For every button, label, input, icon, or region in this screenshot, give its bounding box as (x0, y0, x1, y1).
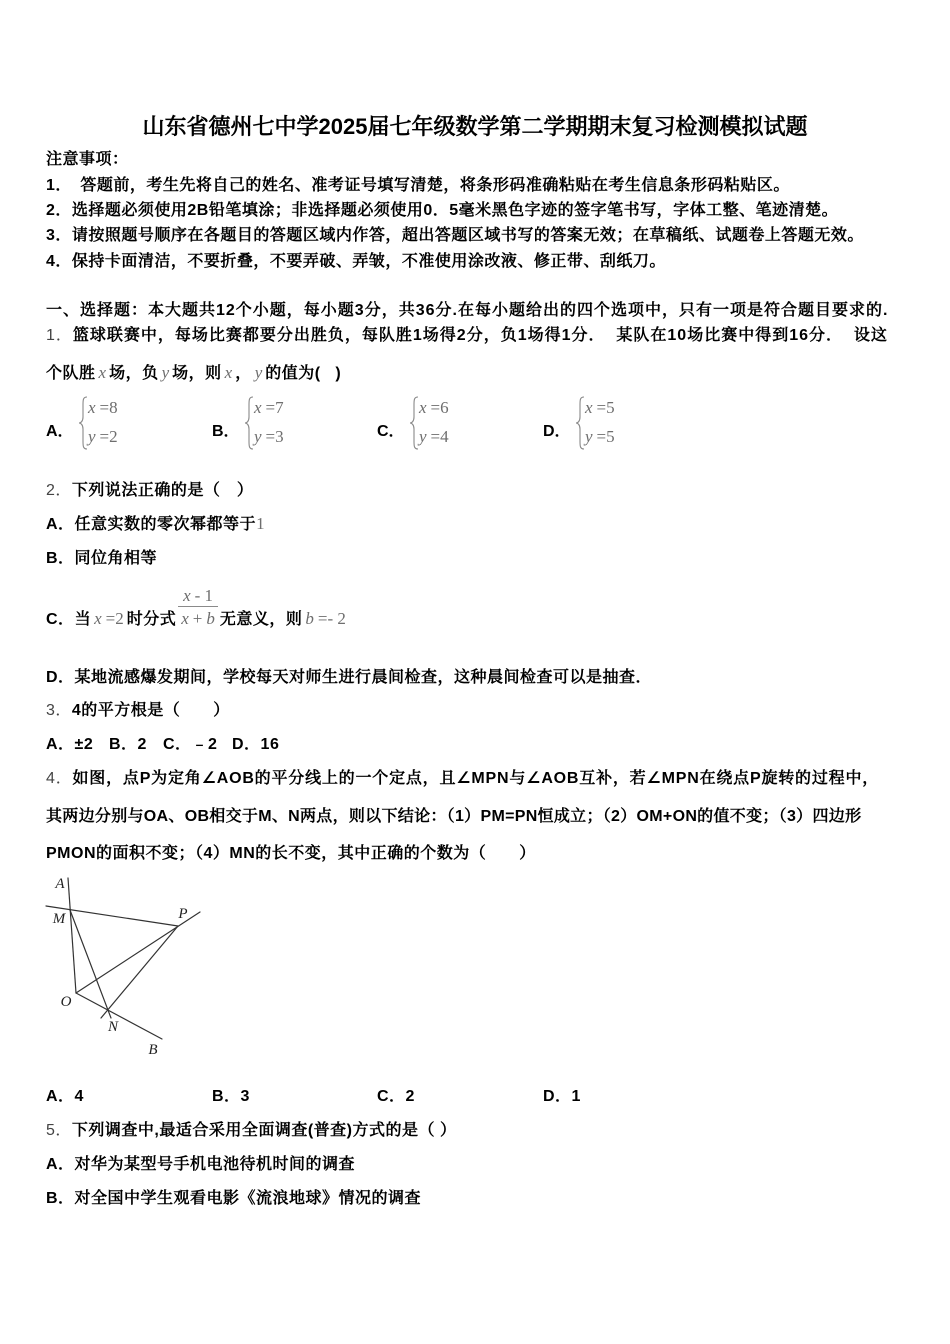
math-value: 1 (256, 514, 265, 533)
fraction-numerator: x - 1 (178, 586, 218, 607)
q4-option-a: A．4 (46, 1088, 84, 1105)
brace-icon (244, 396, 254, 450)
option-text: 时分式 (126, 611, 177, 628)
notice-item-3: 3．请按照题号顺序在各题目的答题区域内作答，超出答题区域书写的答案无效；在草稿纸、试题卷上答题无效。 (46, 227, 864, 244)
question-number: 5． (46, 1122, 72, 1139)
label-o: O (60, 994, 72, 1010)
option-label: C． (46, 611, 75, 628)
question-number: 1． (46, 327, 73, 344)
option-label: A． (46, 423, 74, 440)
q1-text: 场，负 (109, 365, 159, 382)
q1-stem-line-1 (46, 326, 888, 346)
q1-text: 个队胜 (46, 365, 96, 382)
q2-option-a (46, 514, 265, 535)
option-label: C． (377, 423, 405, 440)
q2-option-b: B．同位角相等 (46, 550, 158, 567)
q1-text: ， (235, 365, 252, 382)
brace-icon (575, 396, 585, 450)
equation-top: x =6 (419, 398, 449, 417)
q3-stem (46, 701, 230, 721)
q4-stem-text: 如图，点P为定角∠AOB的平分线上的一个定点，且∠MPN与∠AOB互补，若∠MPN在绕点P旋转的过程中， (72, 770, 880, 787)
equation-bottom: y =3 (254, 427, 284, 446)
fraction-denominator-op: + (192, 609, 203, 628)
q4-stem-line-1 (46, 769, 879, 789)
q4-option-d: D．1 (543, 1088, 581, 1105)
ray-oa (68, 878, 76, 993)
q1-stem-text: 篮球联赛中，每场比赛都要分出胜负，每队胜1场得2分，负1场得1分． 某队在10场比赛中得到16分． 设这 (72, 327, 888, 344)
question-number: 4． (46, 770, 73, 787)
q1-option-c (377, 396, 527, 452)
segment-mn (70, 910, 111, 1018)
section-heading: 一、选择题：本大题共12个小题，每小题3分，共36分.在每小题给出的四个选项中，只有一项是符合题目要求的. (46, 302, 889, 319)
option-text: 当 (74, 611, 92, 628)
bisector-op (76, 912, 200, 993)
q1-text: 的值为( ) (265, 365, 342, 382)
notice-item-2: 2．选择题必须使用2B铅笔填涂；非选择题必须使用0．5毫米黑色字迹的签字笔书写，字体工整、笔迹清楚。 (46, 202, 839, 219)
q5-option-b: B．对全国中学生观看电影《流浪地球》情况的调查 (46, 1190, 422, 1207)
notice-item-4: 4．保持卡面清洁，不要折叠，不要弄破、弄皱，不准使用涂改液、修正带、刮纸刀。 (46, 253, 666, 270)
q5-stem-text: 下列调查中,最适合采用全面调查(普查)方式的是（ ） (71, 1122, 457, 1139)
q4-option-c: C．2 (377, 1088, 415, 1105)
equation-top: x =7 (254, 398, 284, 417)
brace-icon (78, 396, 88, 450)
q1-text: 场，则 (172, 365, 222, 382)
equation-bottom: y =2 (88, 427, 118, 446)
option-label: D． (543, 423, 571, 440)
label-m: M (52, 911, 66, 927)
label-b: B (148, 1042, 158, 1058)
option-text: 无意义，则 (219, 611, 303, 628)
option-label: B． (212, 423, 240, 440)
math-variable: x (224, 363, 233, 382)
math-expression: x =2 (94, 609, 124, 628)
q5-option-a: A．对华为某型号手机电池待机时间的调查 (46, 1156, 356, 1173)
q2-option-d: D．某地流感爆发期间，学校每天对师生进行晨间检查，这种晨间检查可以是抽查． (46, 669, 653, 686)
math-variable: x (98, 363, 107, 382)
question-number: 3． (46, 702, 72, 719)
equation-top: x =8 (88, 398, 118, 417)
question-number: 2． (46, 482, 72, 499)
fraction-expression (178, 586, 218, 629)
q4-stem-line-2: 其两边分别与OA、OB相交于M、N两点，则以下结论：（1）PM=PN恒成立；（2）OM+ON的值不变；（3）四边形 (46, 808, 862, 825)
equation-bottom: y =4 (419, 427, 449, 446)
q4-option-b: B．3 (212, 1088, 250, 1105)
fraction-denominator-var: b (206, 609, 215, 628)
fraction-denominator-var: x (181, 609, 189, 628)
q2-option-c (46, 586, 349, 630)
segment-pn (101, 926, 178, 1018)
q3-option-a: A．±2 (46, 736, 94, 753)
q2-stem-text: 下列说法正确的是（ ） (71, 482, 254, 499)
label-n: N (107, 1019, 119, 1035)
line-mp (46, 906, 178, 926)
math-expression: b =- 2 (305, 609, 346, 628)
q4-stem-line-3: PMON的面积不变；（4）MN的长不变，其中正确的个数为（ ） (46, 845, 536, 862)
q1-option-d (543, 396, 693, 452)
q2-stem (46, 481, 253, 501)
q1-option-a (46, 396, 196, 452)
math-variable: y (254, 363, 263, 382)
q5-stem (46, 1121, 456, 1141)
page-title: 山东省德州七中学2025届七年级数学第二学期期末复习检测模拟试题 (142, 114, 808, 139)
brace-icon (409, 396, 419, 450)
ray-ob (76, 993, 162, 1039)
option-text: A．任意实数的零次幂都等于 (46, 516, 257, 533)
equation-top: x =5 (585, 398, 615, 417)
math-variable: y (161, 363, 170, 382)
q3-option-c: C．﹣2 (163, 736, 218, 753)
q1-stem-line-2 (46, 363, 341, 384)
label-a: A (55, 876, 65, 892)
q3-stem-text: 4的平方根是（ ） (71, 702, 230, 719)
geometry-figure (40, 870, 210, 1065)
q3-option-b: B．2 (109, 736, 147, 753)
equation-bottom: y =5 (585, 427, 615, 446)
q3-option-d: D．16 (232, 736, 280, 753)
notice-heading: 注意事项： (46, 151, 129, 168)
label-p: P (178, 906, 188, 922)
q1-option-b (212, 396, 362, 452)
notice-item-1: 1． 答题前，考生先将自己的姓名、准考证号填写清楚，将条形码准确粘贴在考生信息条形码粘贴区。 (46, 177, 790, 194)
